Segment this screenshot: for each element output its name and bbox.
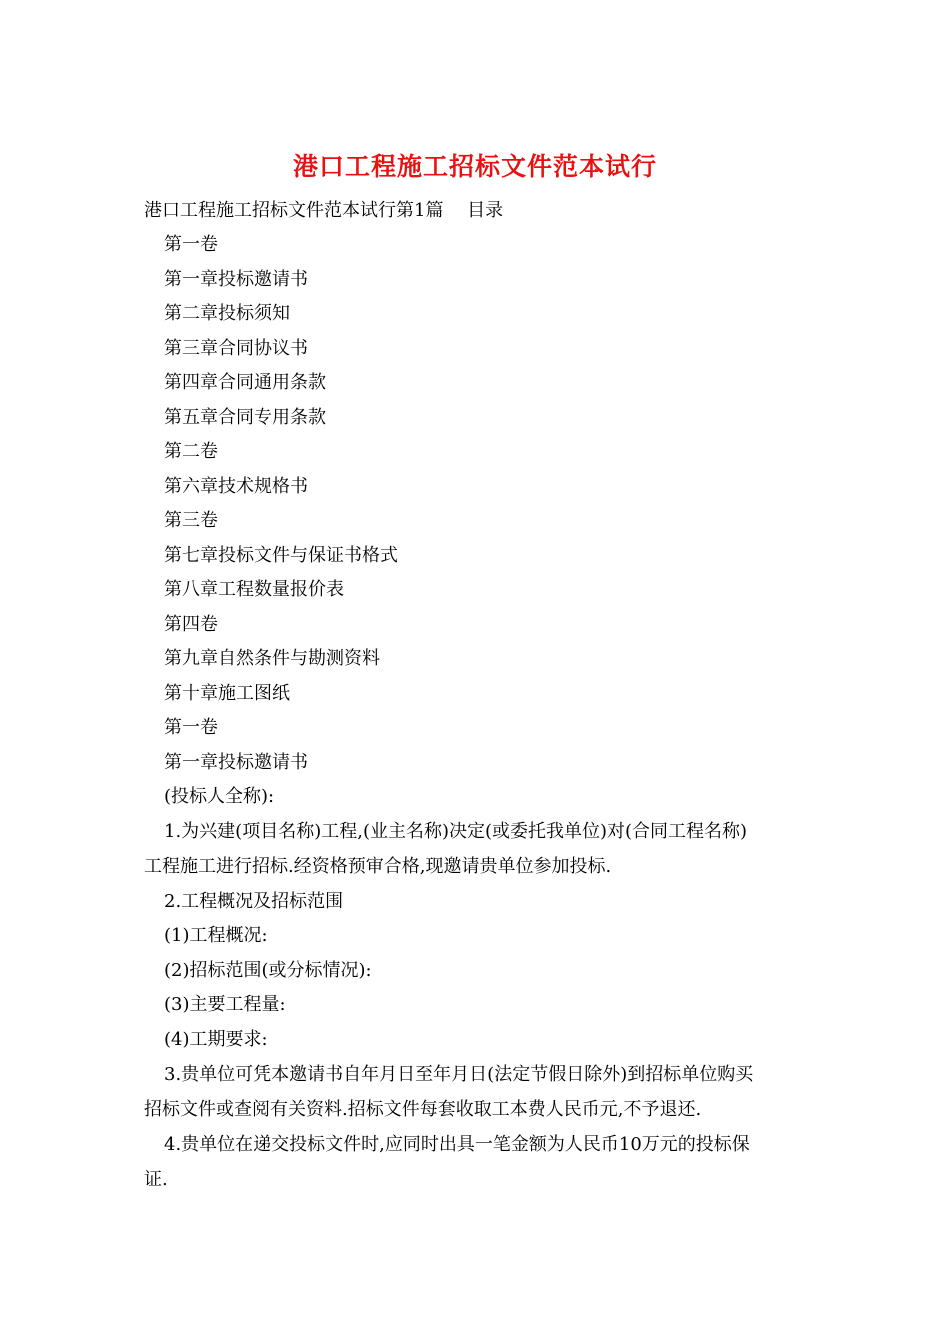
toc-volume-1: 第一卷 (164, 234, 218, 255)
toc-volume-2: 第二卷 (164, 441, 218, 462)
item-main-quantities: (3)主要工程量: (164, 994, 286, 1015)
intro-heading-line: 港口工程施工招标文件范本试行第1篇 目录 (144, 200, 504, 221)
toc-chapter-8: 第八章工程数量报价表 (164, 579, 344, 600)
item-schedule: (4)工期要求: (164, 1029, 268, 1050)
paragraph-4-line-2: 证. (144, 1169, 168, 1190)
toc-chapter-6: 第六章技术规格书 (164, 476, 308, 497)
toc-chapter-2: 第二章投标须知 (164, 303, 290, 324)
chapter-1-heading: 第一章投标邀请书 (164, 752, 308, 773)
toc-chapter-10: 第十章施工图纸 (164, 683, 290, 704)
toc-chapter-5: 第五章合同专用条款 (164, 407, 326, 428)
document-title: 港口工程施工招标文件范本试行 (292, 152, 657, 181)
toc-chapter-9: 第九章自然条件与勘测资料 (164, 648, 380, 669)
paragraph-4-line-1: 4.贵单位在递交投标文件时,应同时出具一笔金额为人民币10万元的投标保 (164, 1134, 750, 1155)
item-bid-scope: (2)招标范围(或分标情况): (164, 960, 372, 981)
paragraph-1-line-2: 工程施工进行招标.经资格预审合格,现邀请贵单位参加投标. (144, 856, 612, 877)
toc-volume-4: 第四卷 (164, 614, 218, 635)
paragraph-3-line-1: 3.贵单位可凭本邀请书自年月日至年月日(法定节假日除外)到招标单位购买 (164, 1064, 754, 1085)
toc-chapter-7: 第七章投标文件与保证书格式 (164, 545, 398, 566)
toc-chapter-1: 第一章投标邀请书 (164, 269, 308, 290)
toc-volume-3: 第三卷 (164, 510, 218, 531)
item-project-overview: (1)工程概况: (164, 925, 268, 946)
paragraph-3-line-2: 招标文件或查阅有关资料.招标文件每套收取工本费人民币元,不予退还. (144, 1099, 702, 1120)
paragraph-1-line-1: 1.为兴建(项目名称)工程,(业主名称)决定(或委托我单位)对(合同工程名称) (164, 821, 748, 842)
addressee-line: (投标人全称): (164, 786, 275, 807)
toc-chapter-4: 第四章合同通用条款 (164, 372, 326, 393)
volume-1-heading: 第一卷 (164, 717, 218, 738)
paragraph-2-heading: 2.工程概况及招标范围 (164, 891, 344, 912)
toc-chapter-3: 第三章合同协议书 (164, 338, 308, 359)
